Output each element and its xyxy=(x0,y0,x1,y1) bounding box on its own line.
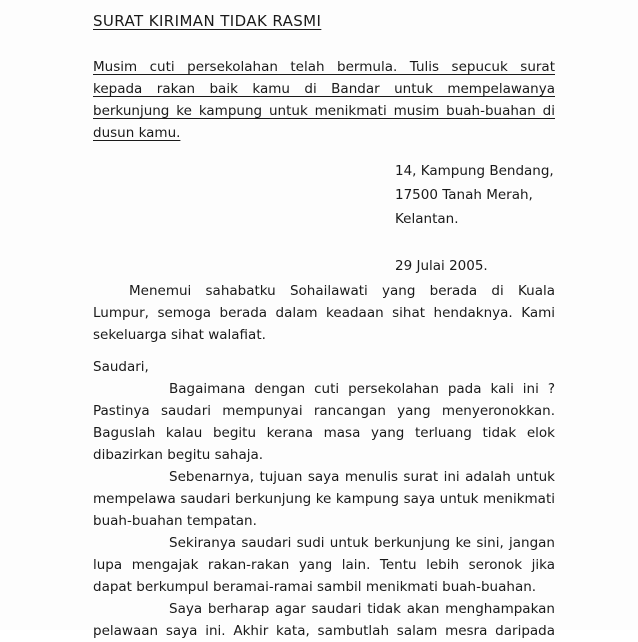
paragraph-line: dapat berkumpul beramai-ramai sambil menikmati buah-buahan. xyxy=(93,579,537,595)
address-line: 14, Kampung Bendang, xyxy=(395,163,554,179)
prompt-line: kepada rakan baik kamu di Bandar untuk mempelawanya xyxy=(93,81,555,97)
paragraph-line: lupa mengajak rakan-rakan yang lain. Tentu lebih seronok jika xyxy=(93,557,555,573)
paragraph-line: Sekiranya saudari sudi untuk berkunjung ke sini, jangan xyxy=(169,535,555,551)
sender-address xyxy=(395,159,555,231)
paragraph-line: sekeluarga sihat walafiat. xyxy=(93,327,266,343)
paragraph-line: Lumpur, semoga berada dalam keadaan sihat hendaknya. Kami xyxy=(93,305,555,321)
question-prompt xyxy=(93,56,555,144)
prompt-line: dusun kamu. xyxy=(93,125,181,141)
paragraph-line: Bagaimana dengan cuti persekolahan pada kali ini ? xyxy=(169,381,555,397)
paragraph-line: Baguslah kalau begitu kerana masa yang terluang tidak elok xyxy=(93,425,555,441)
paragraph-line: Sebenarnya, tujuan saya menulis surat ini adalah untuk xyxy=(169,469,555,485)
body-paragraph xyxy=(93,466,555,532)
greeting: Saudari, xyxy=(93,359,149,375)
paragraph-line: Menemui sahabatku Sohailawati yang berada di Kuala xyxy=(129,283,555,299)
paragraph-line: pelawaan saya ini. Akhir kata, sambutlah salam mesra daripada xyxy=(93,623,555,639)
prompt-line: berkunjung ke kampung untuk menikmati musim buah-buahan di xyxy=(93,103,555,119)
paragraph-line: Saya berharap agar saudari tidak akan menghampakan xyxy=(169,601,555,617)
opening-paragraph xyxy=(93,280,555,346)
paragraph-line: buah-buahan tempatan. xyxy=(93,513,257,529)
body-paragraph xyxy=(93,532,555,598)
paragraph-line: dibazirkan begitu sahaja. xyxy=(93,447,264,463)
prompt-line: Musim cuti persekolahan telah bermula. Tulis sepucuk surat xyxy=(93,59,555,75)
letter-title: SURAT KIRIMAN TIDAK RASMI xyxy=(93,12,322,30)
letter-date: 29 Julai 2005. xyxy=(395,258,488,274)
body-paragraph xyxy=(93,598,555,642)
body-paragraph xyxy=(93,378,555,466)
address-line: 17500 Tanah Merah, xyxy=(395,187,533,203)
paragraph-line: Pastinya saudari mempunyai rancangan yang menyeronokkan. xyxy=(93,403,555,419)
address-line: Kelantan. xyxy=(395,211,459,227)
paragraph-line: mempelawa saudari berkunjung ke kampung saya untuk menikmati xyxy=(93,491,555,507)
